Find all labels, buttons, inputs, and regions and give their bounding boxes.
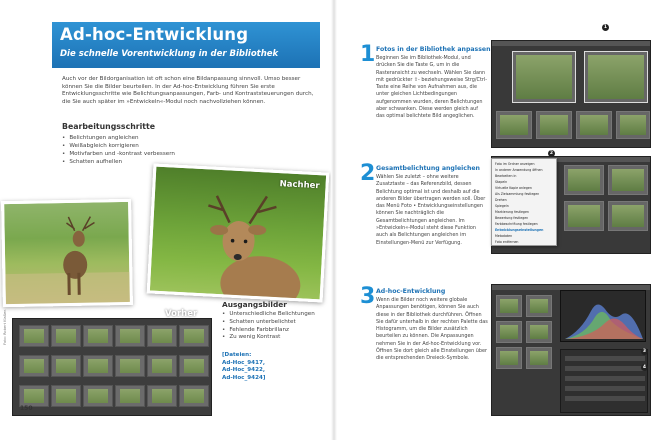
menu-item[interactable]: Farbbeschriftung festlegen — [495, 222, 538, 226]
file-label: [Dateien: — [222, 352, 252, 358]
step-title: Ad-hoc-Entwicklung — [376, 288, 446, 295]
grid-thumbnail — [512, 51, 576, 103]
grid-thumbnail — [147, 355, 177, 377]
step-text: Wählen Sie zuletzt – ohne weitere Zusatztaste – das Referenzbild, dessen Belichtung optimal ist und deshalb auf die anderen Bilder übertragen werden soll. Über das Menü Foto • Entwicklungseinstellungen können Sie nachträglich die Gesamtbelichtungen angleichen. Im »Entwickeln«-Modul steht diese Funktion auch als Belichtungen angleichen im Einstellungen-Menü zur Verfügung. — [376, 174, 486, 246]
photo-context-menu — [491, 158, 557, 246]
step-title: Fotos in der Bibliothek anpassen — [376, 46, 491, 53]
grid-thumbnail — [526, 295, 552, 317]
grid-thumbnail — [19, 355, 49, 377]
grid-thumbnail — [115, 385, 145, 407]
grid-thumbnail — [576, 111, 612, 139]
grid-thumbnail — [496, 321, 522, 343]
page-subtitle: Die schnelle Vorentwicklung in der Bibliothek — [60, 49, 279, 59]
grid-thumbnail — [83, 355, 113, 377]
grid-thumbnail — [564, 165, 604, 195]
page-title: Ad-hoc-Entwicklung — [60, 25, 249, 44]
grid-thumbnail — [496, 295, 522, 317]
output-heading: Ausgangsbilder — [222, 300, 287, 309]
histogram-graph — [561, 291, 647, 343]
menu-item[interactable]: Foto im Ordner anzeigen — [495, 162, 535, 166]
menu-item[interactable]: Virtuelle Kopie anlegen — [495, 186, 532, 190]
book-gutter — [331, 0, 337, 440]
list-item: • Unterschiedliche Belichtungen — [222, 311, 315, 319]
grid-thumbnail — [51, 355, 81, 377]
grid-thumbnail — [19, 385, 49, 407]
grid-thumbnail — [179, 355, 209, 377]
title-banner — [52, 22, 320, 68]
list-item: • Schatten unterbelichtet — [222, 319, 315, 327]
menu-item[interactable]: Foto entfernen — [495, 240, 519, 244]
file-name: Ad-Hoc_9417, — [222, 359, 265, 366]
file-references — [222, 352, 265, 382]
grid-thumbnail — [51, 325, 81, 347]
before-label: Vorher — [165, 309, 198, 319]
grid-thumbnail — [526, 321, 552, 343]
menu-item[interactable]: Als Zielsammlung festlegen — [495, 192, 540, 196]
screenshot-library-grid — [491, 40, 651, 148]
before-photo — [1, 199, 133, 307]
grid-thumbnail — [147, 385, 177, 407]
grid-thumbnail — [496, 347, 522, 369]
step-number: 3 — [360, 284, 376, 309]
step-number: 1 — [360, 42, 376, 67]
menu-item[interactable]: Metadaten — [495, 234, 513, 238]
grid-thumbnail — [608, 165, 648, 195]
file-name: Ad-Hoc_9422, — [222, 367, 265, 374]
before-grid-screenshot — [12, 309, 212, 416]
quick-develop-panel — [560, 349, 648, 413]
grid-thumbnail — [616, 111, 650, 139]
grid-thumbnail — [584, 51, 648, 103]
grid-thumbnail — [496, 111, 532, 139]
callout-marker: 2 — [549, 151, 554, 156]
callout-marker: 4 — [642, 365, 647, 370]
grid-thumbnail — [564, 201, 604, 231]
step-title: Gesamtbelichtung angleichen — [376, 165, 480, 172]
after-label: Nachher — [279, 179, 320, 192]
grid-thumbnail — [83, 325, 113, 347]
menu-item[interactable]: Bewertung festlegen — [495, 216, 529, 220]
menu-item[interactable]: In anderer Anwendung öffnen — [495, 168, 543, 172]
intro-text: Auch vor der Bildorganisation ist oft schon eine Bildanpassung sinnvoll. Umso besser können Sie die Bilder beurteilen. In der Ad-hoc-Entwicklung führen Sie erste Entwicklungsschritte wie Belichtungsanpassungen, Farb- und Kontraststeuerungen durch, die Sie auch später im »Entwickeln«-Modul noch nachvollziehen können. — [62, 76, 314, 105]
histogram-panel — [560, 290, 646, 342]
list-item: • Schatten aufhellen — [62, 158, 175, 166]
grid-thumbnail — [536, 111, 572, 139]
menu-item[interactable]: Drehen — [495, 198, 507, 202]
grid-thumbnail — [608, 201, 648, 231]
deer-illustration-before — [4, 202, 133, 307]
list-item: • Zu wenig Kontrast — [222, 334, 315, 342]
step-text: Wenn die Bilder noch weitere globale Anpassungen benötigen, können Sie auch diese in der Bibliothek durchführen. Öffnen Sie dafür unterhalb in der rechten Palette das Histogramm, um die Bilder zusätzlich beurteilen zu können. Die Anpassungen nehmen Sie in der Ad-hoc-Entwicklung vor. Öffnen Sie dort gleich alle Einstellungen über die entsprechenden Dreieck-Symbole. — [376, 297, 488, 362]
menu-item[interactable]: Markierung festlegen — [495, 210, 529, 214]
menu-item[interactable]: Spiegeln — [495, 204, 509, 208]
window-titlebar — [492, 41, 650, 46]
grid-thumbnail — [526, 347, 552, 369]
file-name: Ad-Hoc_9424] — [222, 374, 266, 381]
output-list — [222, 311, 315, 342]
after-photo — [147, 163, 330, 302]
step-text: Beginnen Sie im Bibliothek-Modul, und drücken Sie die Taste G, um in die Rasteransicht zu wechseln. Wählen Sie dann mit gedrückter ⇧- beziehungsweise Strg/Ctrl-Taste eine Reihe von Aufnahmen aus, die unter gleichen Lichtbedingungen aufgenommen wurden, deren Belichtungen aber schwanken. Diese werden gleich auf das optimal belichtete Bild angeglichen. — [376, 55, 487, 120]
grid-thumbnail — [83, 385, 113, 407]
menu-item[interactable]: Stapeln — [495, 180, 508, 184]
grid-thumbnail — [147, 325, 177, 347]
photo-credit: Foto: Robert Klaßen — [3, 309, 7, 345]
grid-thumbnail — [115, 355, 145, 377]
grid-thumbnail — [51, 385, 81, 407]
grid-thumbnail — [115, 325, 145, 347]
grid-thumbnail — [19, 325, 49, 347]
callout-marker: 3 — [642, 349, 647, 354]
grid-thumbnail — [179, 325, 209, 347]
list-item: • Weißabgleich korrigieren — [62, 142, 175, 150]
steps-list — [62, 134, 175, 166]
menu-item-development-settings[interactable]: Entwicklungseinstellungen — [495, 228, 544, 232]
menu-item[interactable]: Bearbeiten in — [495, 174, 517, 178]
steps-heading: Bearbeitungsschritte — [62, 122, 156, 131]
list-item: • Belichtungen angleichen — [62, 134, 175, 142]
callout-marker: 1 — [603, 25, 608, 30]
page-number: 150 — [20, 405, 33, 412]
grid-thumbnail — [179, 385, 209, 407]
list-item: • Fehlende Farbbrillanz — [222, 327, 315, 335]
list-item: • Motivfarben und -kontrast verbessern — [62, 150, 175, 158]
step-number: 2 — [360, 161, 376, 186]
